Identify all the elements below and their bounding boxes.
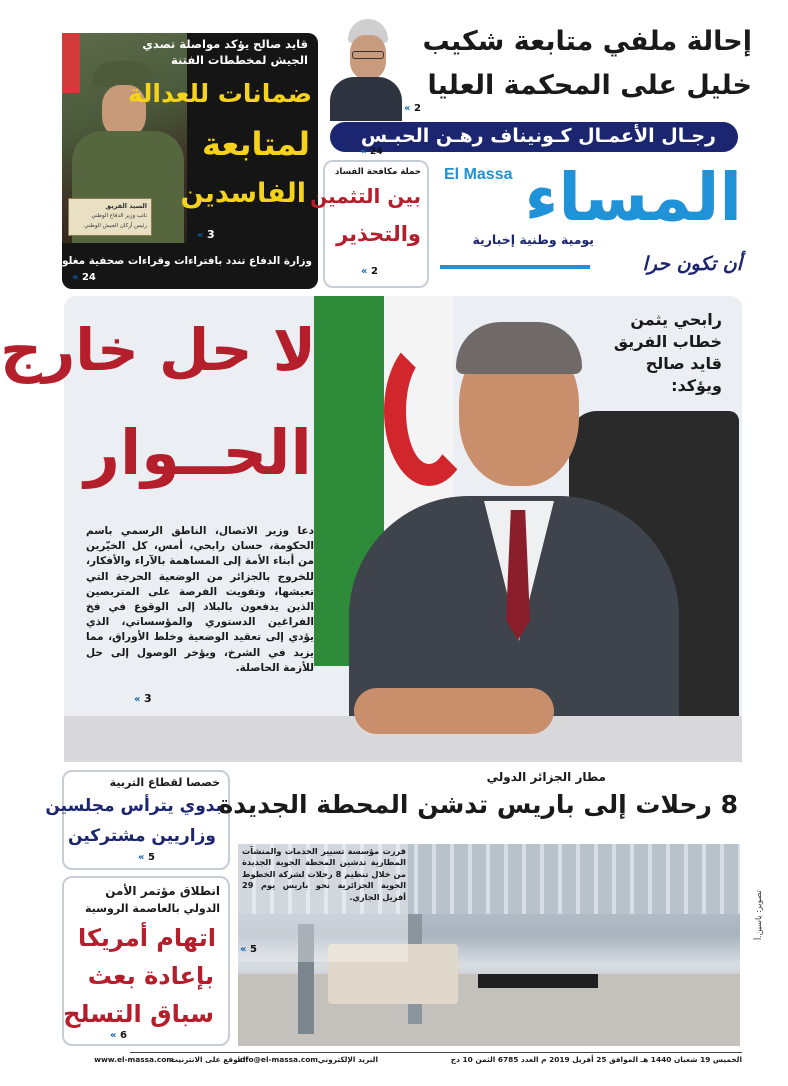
chakib-glasses	[352, 51, 384, 59]
chakib-suit	[330, 77, 402, 121]
security-headline-1: اتهام أمريكا	[77, 924, 216, 952]
masthead-logo: المساء	[524, 159, 742, 236]
education-page-number: 5	[147, 852, 155, 863]
nameplate-line-3: رئيس أركان الجيش الوطني	[84, 223, 147, 229]
minister-hair	[456, 322, 582, 374]
education-box[interactable]	[45, 770, 230, 870]
masthead-latin-name: El Massa	[444, 166, 513, 183]
education-kicker: خصصا لقطاع التربية	[109, 776, 220, 789]
arrow-icon: »	[138, 852, 148, 863]
security-kicker-2: الدولي بالعاصمة الروسية	[85, 902, 220, 915]
main-body: دعا وزير الاتصال، الناطق الرسمي باسم الحكومة، حسان رابحي، أمس، كل الخيّرين من أبناء الأمة إلى المساهمة بالآراء والأفكار، للخروج بالجزائر من الوضعية الحرجة التي تعيشها، وتفويت الفرصة على المتربصين الذين يدفعون بالبلاد إلى الوقوع في فخ الفراغين الدستوري والمؤسساتي، الذي يؤدي إلى تعقيد الوضعية وخلط الأوراق، مما يزيد في الشرخ، ويؤخر الوصول إلى حل للأزمة الحاصلة.	[86, 525, 314, 674]
top-right-banner-page-number: 24	[369, 147, 383, 157]
footer-email[interactable]: info@el-massa.com	[237, 1055, 318, 1064]
arrow-icon: »	[72, 272, 82, 283]
masthead-slogan: أن تكون حرا	[642, 253, 742, 275]
nameplate	[68, 198, 152, 236]
minister-hands	[354, 688, 554, 734]
security-kicker-1: انطلاق مؤتمر الأمن	[105, 884, 220, 898]
security-headline-3: سباق التسلح	[63, 1000, 214, 1028]
top-left-sub: وزارة الدفاع تندد بافتراءات وقراءات صحفية مغلوطة	[45, 255, 312, 267]
top-left-kicker-1: قايد صالح يؤكد مواصلة تصدي	[142, 37, 308, 51]
main-story-panel[interactable]	[0, 296, 742, 762]
top-right-banner-text: رجـال الأعمـال كـونيناف رهـن الحبـس	[360, 125, 716, 147]
top-right-page-ref[interactable]	[404, 103, 421, 114]
top-left-story-panel[interactable]	[45, 33, 318, 289]
footer-issue-line: الخميس 19 شعبان 1440 هـ الموافق 25 أفريل 2019 م العدد 6785 الثمن 10 دج	[450, 1055, 742, 1064]
footer-rule	[130, 1052, 742, 1053]
top-right-banner-page-ref[interactable]	[360, 146, 382, 157]
airport-page-ref[interactable]	[240, 944, 257, 955]
masthead-subtitle: يومية وطنية إخبارية	[472, 232, 594, 247]
airport-caption: قررت مؤسسة تسيير الخدمات والمنشآت المطارية تدشين المحطة الجوية الجديدة من خلال تنظيم 8 رحلات لشركة الخطوط الجوية الجزائرية نحو باريس يوم 29 أفريل الجاري.	[242, 846, 406, 902]
education-page-ref[interactable]	[138, 852, 155, 863]
airport-photo[interactable]	[238, 844, 740, 1046]
security-page-number: 6	[119, 1030, 127, 1041]
top-left-sub-page-ref[interactable]	[72, 272, 96, 283]
flag-stripe	[62, 33, 80, 93]
airport-headline: 8 رحلات إلى باريس تدشن المحطة الجديدة	[218, 790, 738, 819]
footer-website-label: الموقع على الانترنيت	[170, 1055, 248, 1064]
nameplate-line-1: السيد الفريق	[105, 202, 147, 210]
arrow-icon: »	[361, 266, 371, 277]
top-left-headline-3: الفاسدين	[180, 178, 306, 209]
main-kicker-2: خطاب الفريق	[613, 332, 722, 351]
main-headline-2: الحــوار	[84, 416, 312, 489]
top-left-headline-2: لمتابعة	[201, 125, 310, 163]
corruption-headline-2: والتحذير	[336, 222, 421, 246]
corruption-headline-1: بين التثمين	[310, 184, 421, 208]
arrow-icon: »	[404, 103, 414, 114]
top-right-banner[interactable]	[330, 122, 738, 152]
top-right-page-number: 2	[413, 103, 421, 114]
masthead-rule	[440, 265, 590, 269]
arrow-icon: »	[110, 1030, 120, 1041]
corruption-page-number: 2	[370, 266, 378, 277]
airport-page-number: 5	[249, 944, 257, 955]
arrow-icon: »	[240, 944, 250, 955]
arrow-icon: »	[197, 230, 207, 241]
top-left-sub-page-number: 24	[81, 272, 96, 283]
departures-board	[478, 974, 598, 988]
corruption-box[interactable]	[310, 160, 429, 288]
top-left-kicker-2: الجيش لمخططات الفتنة	[170, 53, 308, 67]
main-headline-1: لا حل خارج	[0, 316, 316, 384]
education-headline-1: بدوي يترأس مجلسين	[45, 796, 222, 816]
general-photo	[62, 33, 187, 243]
top-left-page-ref[interactable]	[197, 228, 215, 241]
footer-email-label: البريد الإلكتروني	[317, 1055, 378, 1064]
airport-photo-credit: تصوير: ياسين.أ	[754, 890, 763, 940]
security-box[interactable]	[62, 876, 230, 1046]
security-headline-2: بإعادة بعث	[87, 962, 214, 990]
main-kicker-1: رابحي يثمن	[630, 310, 722, 329]
main-kicker-3: قايد صالح	[645, 354, 722, 373]
top-left-headline-1: ضمانات للعدالة	[127, 79, 312, 108]
top-right-headline-1: إحالة ملفي متابعة شكيب	[422, 26, 752, 57]
education-headline-2: وزاريين مشتركين	[68, 826, 216, 846]
corruption-kicker: حملة مكافحة الفساد	[335, 167, 421, 177]
arrow-icon: »	[360, 146, 370, 157]
corruption-page-ref[interactable]	[361, 266, 378, 277]
footer-website[interactable]: www.el-massa.com	[94, 1055, 174, 1064]
main-kicker-4: ويؤكد:	[671, 376, 722, 395]
chakib-photo	[326, 15, 404, 121]
nameplate-line-2: نائب وزير الدفاع الوطني	[91, 213, 147, 219]
airport-kicker: مطار الجزائر الدولي	[486, 770, 606, 784]
top-right-headline-2: خليل على المحكمة العليا	[427, 70, 752, 101]
arrow-icon: »	[134, 694, 144, 705]
main-page-ref[interactable]	[134, 692, 152, 705]
main-page-number: 3	[143, 692, 152, 705]
top-left-page-number: 3	[206, 228, 215, 241]
security-page-ref[interactable]	[110, 1030, 127, 1041]
